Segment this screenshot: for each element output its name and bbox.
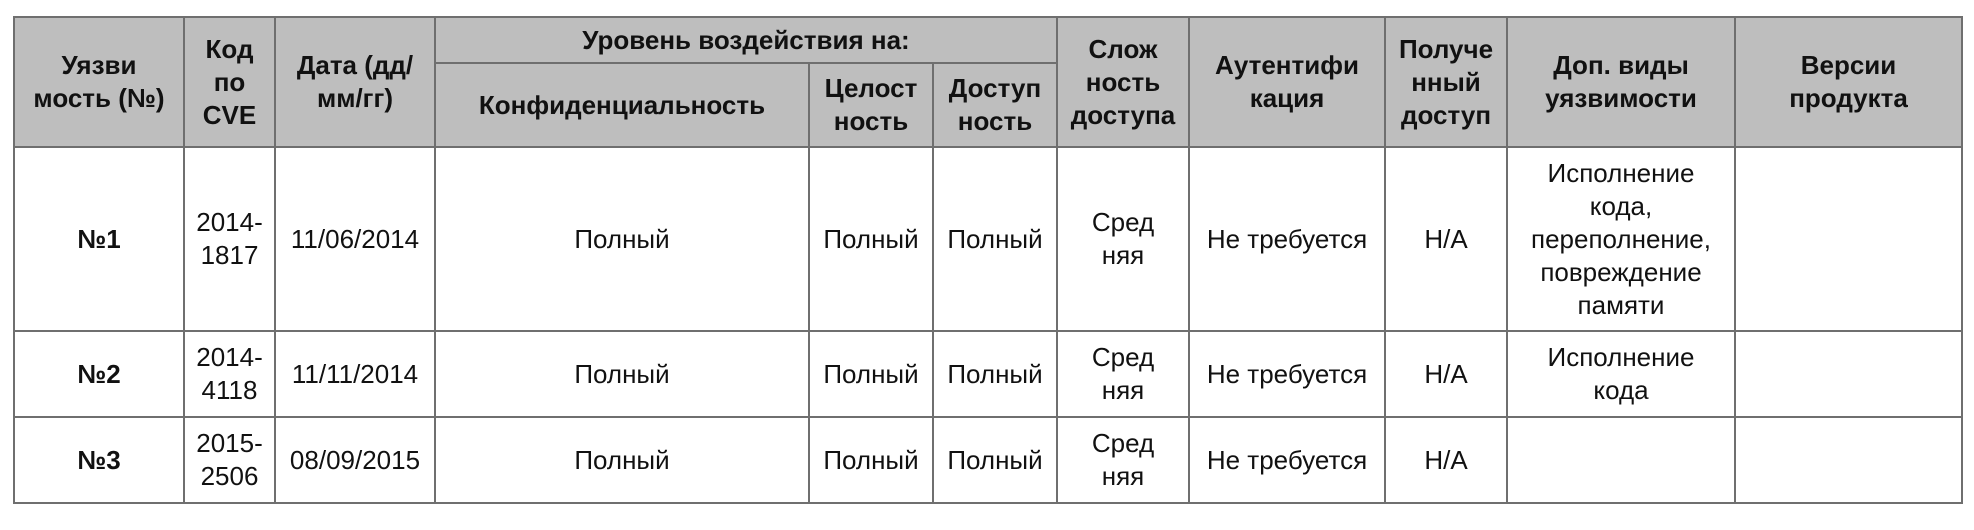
cell-cve: 2015- 2506 xyxy=(184,417,275,503)
cell-extra-types: Исполнение кода xyxy=(1507,331,1735,417)
vulnerability-table xyxy=(13,16,1963,504)
cell-access-gained: Н/А xyxy=(1385,417,1507,503)
header-authentication: Аутентифи кация xyxy=(1189,17,1385,147)
table-header xyxy=(14,17,1962,147)
header-extra-types: Доп. виды уязвимости xyxy=(1507,17,1735,147)
cell-complexity: Сред няя xyxy=(1057,147,1189,331)
cell-complexity: Сред няя xyxy=(1057,331,1189,417)
cell-date: 11/11/2014 xyxy=(275,331,435,417)
header-row-top xyxy=(14,17,1962,63)
header-vuln: Уязви мость (№) xyxy=(14,17,184,147)
cell-confidentiality: Полный xyxy=(435,417,809,503)
cell-integrity: Полный xyxy=(809,331,933,417)
cell-integrity: Полный xyxy=(809,417,933,503)
header-availability: Доступ ность xyxy=(933,63,1057,147)
cell-vuln: №1 xyxy=(14,147,184,331)
cell-integrity: Полный xyxy=(809,147,933,331)
header-date: Дата (дд/ мм/гг) xyxy=(275,17,435,147)
table-row xyxy=(14,147,1962,331)
cell-extra-types: Исполнение кода, переполнение, повреждение памяти xyxy=(1507,147,1735,331)
table-body xyxy=(14,147,1962,503)
header-access-gained: Получе нный доступ xyxy=(1385,17,1507,147)
cell-availability: Полный xyxy=(933,331,1057,417)
cell-vuln: №3 xyxy=(14,417,184,503)
header-complexity: Слож ность доступа xyxy=(1057,17,1189,147)
cell-versions xyxy=(1735,331,1962,417)
cell-authentication: Не требуется xyxy=(1189,147,1385,331)
cell-confidentiality: Полный xyxy=(435,147,809,331)
cell-access-gained: Н/А xyxy=(1385,331,1507,417)
cell-versions xyxy=(1735,147,1962,331)
header-cve: Код по CVE xyxy=(184,17,275,147)
cell-date: 08/09/2015 xyxy=(275,417,435,503)
header-confidentiality: Конфиденциальность xyxy=(435,63,809,147)
cell-vuln: №2 xyxy=(14,331,184,417)
header-impact-group: Уровень воздействия на: xyxy=(435,17,1057,63)
cell-cve: 2014- 4118 xyxy=(184,331,275,417)
cell-availability: Полный xyxy=(933,147,1057,331)
cell-confidentiality: Полный xyxy=(435,331,809,417)
cell-authentication: Не требуется xyxy=(1189,417,1385,503)
cell-extra-types xyxy=(1507,417,1735,503)
table-row xyxy=(14,417,1962,503)
cell-versions xyxy=(1735,417,1962,503)
cell-access-gained: Н/А xyxy=(1385,147,1507,331)
table-row xyxy=(14,331,1962,417)
cell-date: 11/06/2014 xyxy=(275,147,435,331)
cell-authentication: Не требуется xyxy=(1189,331,1385,417)
cell-cve: 2014- 1817 xyxy=(184,147,275,331)
header-versions: Версии продукта xyxy=(1735,17,1962,147)
cell-availability: Полный xyxy=(933,417,1057,503)
header-integrity: Целост ность xyxy=(809,63,933,147)
cell-complexity: Сред няя xyxy=(1057,417,1189,503)
